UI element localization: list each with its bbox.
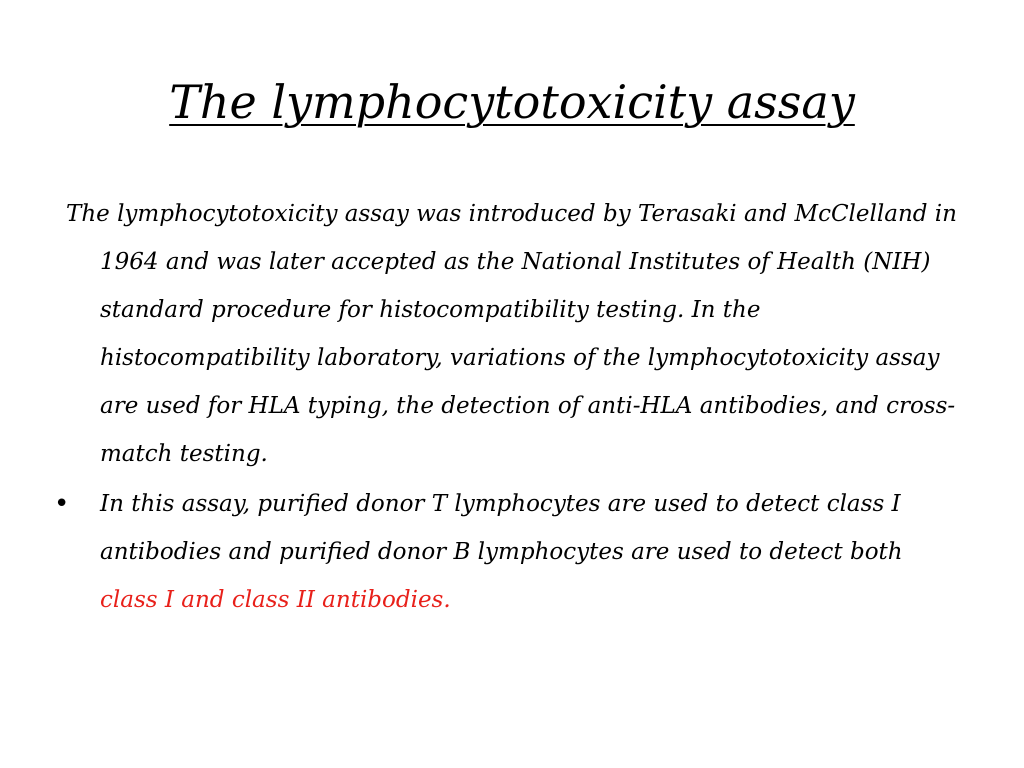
slide-body [54,190,966,624]
bullet-text: In this assay, purified donor T lymphocytes are used to detect class I antibodies and purified donor B lymphocytes are used to detect both [100,491,903,565]
intro-paragraph: The lymphocytotoxicity assay was introduced by Terasaki and McClelland in 1964 and was later accepted as the National Institutes of Health (NIH) standard procedure for histocompatibility testing. In the histocompatibility laboratory, variations of the lymphocytotoxicity assay are used for HLA typing, the detection of anti-HLA antibodies, and cross-match testing. [66,201,957,467]
bullet-marker: • [54,489,70,519]
slide-title-text: The lymphocytotoxicity assay [169,75,855,129]
bullet-item [54,480,966,624]
slide-title [0,72,1024,132]
bullet-highlight-text: class I and class II antibodies. [100,587,451,613]
